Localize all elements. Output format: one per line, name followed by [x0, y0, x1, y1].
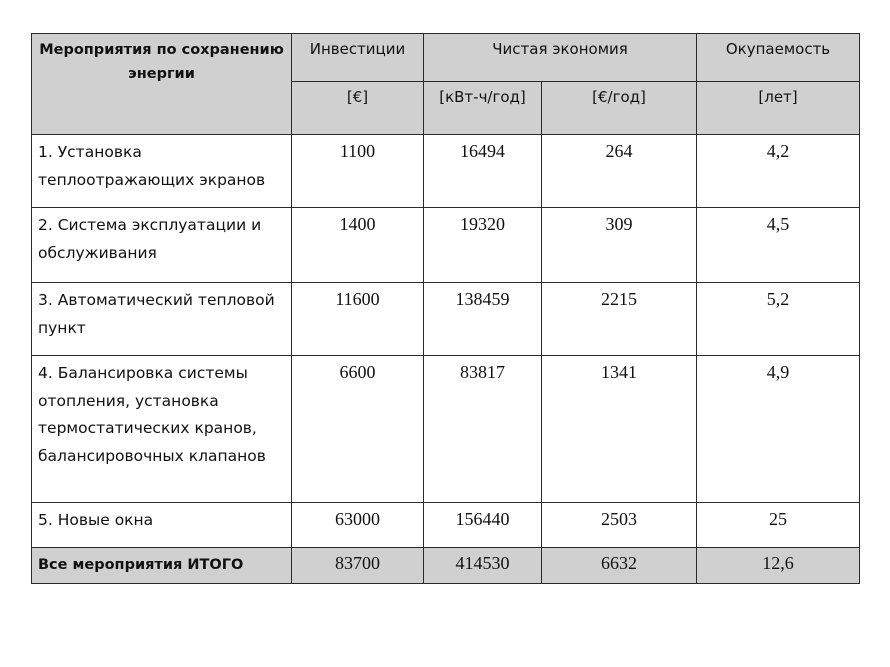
measure-name: 5. Новые окна	[32, 503, 292, 548]
kwh-value: 83817	[424, 356, 542, 503]
payback-value: 5,2	[697, 283, 860, 356]
unit-investments: [€]	[292, 82, 424, 135]
payback-value: 4,2	[697, 135, 860, 208]
unit-years: [лет]	[697, 82, 860, 135]
header-investments: Инвестиции	[292, 34, 424, 82]
measure-name: 2. Система эксплуатации и обслуживания	[32, 208, 292, 283]
kwh-value: 19320	[424, 208, 542, 283]
eur-value: 309	[542, 208, 697, 283]
eur-value: 264	[542, 135, 697, 208]
header-measures: Мероприятия по сохранению энергии	[32, 34, 292, 135]
table-row	[32, 283, 860, 356]
total-payback: 12,6	[697, 548, 860, 584]
total-investment: 83700	[292, 548, 424, 584]
unit-eur-year: [€/год]	[542, 82, 697, 135]
total-kwh: 414530	[424, 548, 542, 584]
payback-value: 4,5	[697, 208, 860, 283]
table-row	[32, 503, 860, 548]
table-row	[32, 135, 860, 208]
total-name: Все мероприятия ИТОГО	[32, 548, 292, 584]
kwh-value: 138459	[424, 283, 542, 356]
measure-name: 3. Автоматический тепловой пункт	[32, 283, 292, 356]
payback-value: 4,9	[697, 356, 860, 503]
total-eur: 6632	[542, 548, 697, 584]
investment-value: 6600	[292, 356, 424, 503]
eur-value: 2215	[542, 283, 697, 356]
measure-name: 1. Установка теплоотражающих экранов	[32, 135, 292, 208]
kwh-value: 156440	[424, 503, 542, 548]
measure-name: 4. Балансировка системы отопления, установка термостатических кранов, балансировочных клапанов	[32, 356, 292, 503]
total-row	[32, 548, 860, 584]
energy-measures-table	[31, 33, 860, 584]
kwh-value: 16494	[424, 135, 542, 208]
eur-value: 2503	[542, 503, 697, 548]
table-row	[32, 208, 860, 283]
table-row	[32, 356, 860, 503]
investment-value: 1100	[292, 135, 424, 208]
header-net-savings: Чистая экономия	[424, 34, 697, 82]
investment-value: 1400	[292, 208, 424, 283]
payback-value: 25	[697, 503, 860, 548]
investment-value: 11600	[292, 283, 424, 356]
unit-kwh: [кВт-ч/год]	[424, 82, 542, 135]
eur-value: 1341	[542, 356, 697, 503]
header-payback: Окупаемость	[697, 34, 860, 82]
investment-value: 63000	[292, 503, 424, 548]
